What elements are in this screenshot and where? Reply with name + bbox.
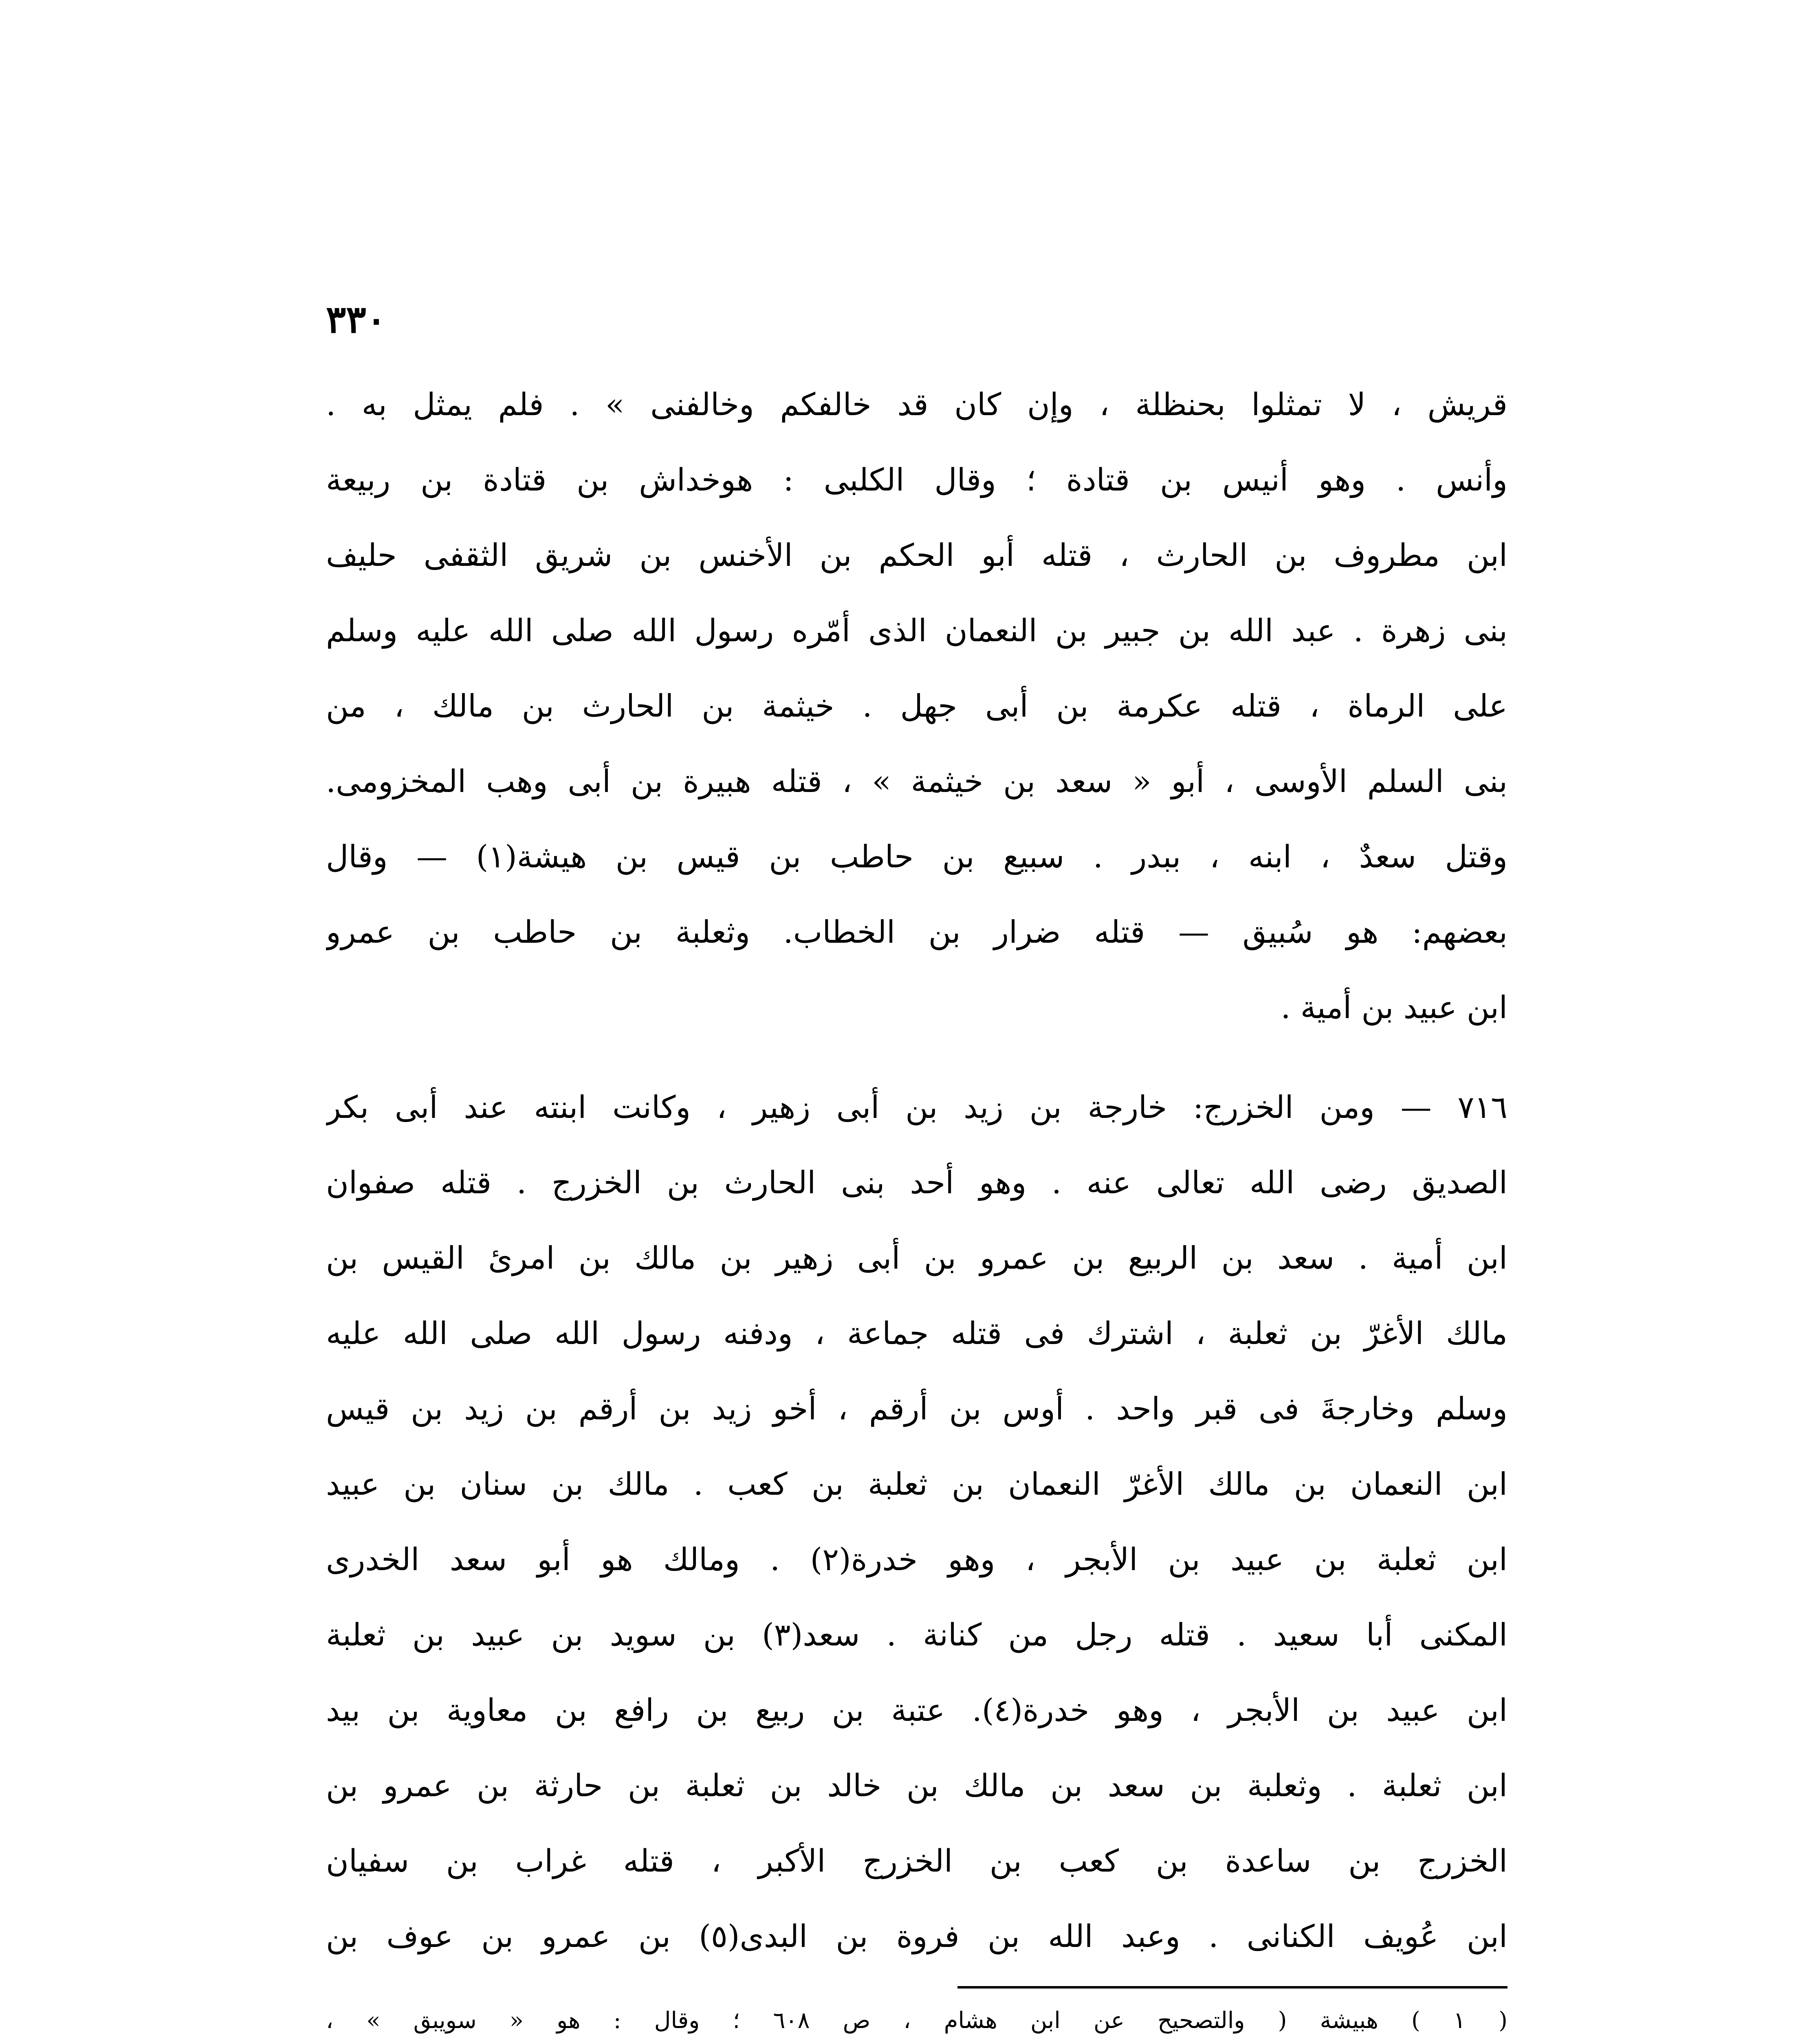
text-line: مالك الأغرّ بن ثعلبة ، اشترك فى قتله جماعة ، ودفنه رسول الله صلى الله عليه [326, 1315, 1507, 1351]
text-line: المكنى أبا سعيد . قتله رجل من كنانة . سعد(٣) بن سويد بن عبيد بن ثعلبة [326, 1617, 1507, 1653]
text-line: ابن عبيد بن أمية . [1281, 989, 1507, 1025]
text-line: ابن ثعلبة . وثعلبة بن سعد بن مالك بن خالد بن ثعلبة بن حارثة بن عمرو بن [326, 1767, 1507, 1804]
page-number: ٣٣٠ [326, 297, 387, 341]
text-line: الخزرج بن ساعدة بن كعب بن الخزرج الأكبر ، قتله غراب بن سفيان [326, 1843, 1507, 1879]
text-line: وقتل سعدٌ ، ابنه ، ببدر . سبيع بن حاطب بن قيس بن هيشة(١) — وقال [326, 838, 1507, 875]
text-line: وأنس . وهو أنيس بن قتادة ؛ وقال الكلبى : هوخداش بن قتادة بن ربيعة [326, 462, 1507, 498]
text-line: ابن النعمان بن مالك الأغرّ النعمان بن ثعلبة بن كعب . مالك بن سنان بن عبيد [326, 1466, 1507, 1502]
text-line: ٧١٦ — ومن الخزرج: خارجة بن زيد بن أبى زهير ، وكانت ابنته عند أبى بكر [326, 1089, 1507, 1125]
text-line: بنى السلم الأوسى ، أبو « سعد بن خيثمة » ، قتله هبيرة بن أبى وهب المخزومى. [326, 763, 1507, 799]
text-line: وسلم وخارجةَ فى قبر واحد . أوس بن أرقم ، أخو زيد بن أرقم بن زيد بن قيس [326, 1390, 1507, 1427]
text-line: على الرماة ، قتله عكرمة بن أبى جهل . خيثمة بن الحارث بن مالك ، من [326, 688, 1507, 724]
footnotes [326, 1998, 1507, 2037]
main-text [326, 367, 1507, 1974]
text-line: ابن ثعلبة بن عبيد بن الأبجر ، وهو خدرة(٢) . ومالك هو أبو سعد الخدرى [326, 1541, 1507, 1577]
footnote-1: ( ١ ) هبيشة ( والتصحيح عن ابن هشام ، ص ٦٠٨ ؛ وقال : هو « سويبق » ، [326, 2007, 1507, 2034]
footnote-separator [957, 1986, 1507, 1989]
text-line: ابن أمية . سعد بن الربيع بن عمرو بن أبى زهير بن مالك بن امرئ القيس بن [326, 1240, 1507, 1276]
paragraph-gap [326, 1045, 1507, 1069]
text-line: ابن عبيد بن الأبجر ، وهو خدرة(٤). عتبة بن ربيع بن رافع بن معاوية بن بيد [326, 1692, 1507, 1728]
text-line: بنى زهرة . عبد الله بن جبير بن النعمان الذى أمّره رسول الله صلى الله عليه وسلم [326, 612, 1507, 649]
text-line: ابن عُويف الكنانى . وعبد الله بن فروة بن البدى(٥) بن عمرو بن عوف بن [326, 1918, 1507, 1954]
text-line: الصديق رضى الله تعالى عنه . وهو أحد بنى الحارث بن الخزرج . قتله صفوان [326, 1164, 1507, 1201]
text-line: بعضهم: هو سُبيق — قتله ضرار بن الخطاب. وثعلبة بن حاطب بن عمرو [326, 914, 1507, 950]
text-line: قريش ، لا تمثلوا بحنظلة ، وإن كان قد خالفكم وخالفنى » . فلم يمثل به . [326, 386, 1507, 422]
text-line: ابن مطروف بن الحارث ، قتله أبو الحكم بن الأخنس بن شريق الثقفى حليف [326, 537, 1507, 573]
